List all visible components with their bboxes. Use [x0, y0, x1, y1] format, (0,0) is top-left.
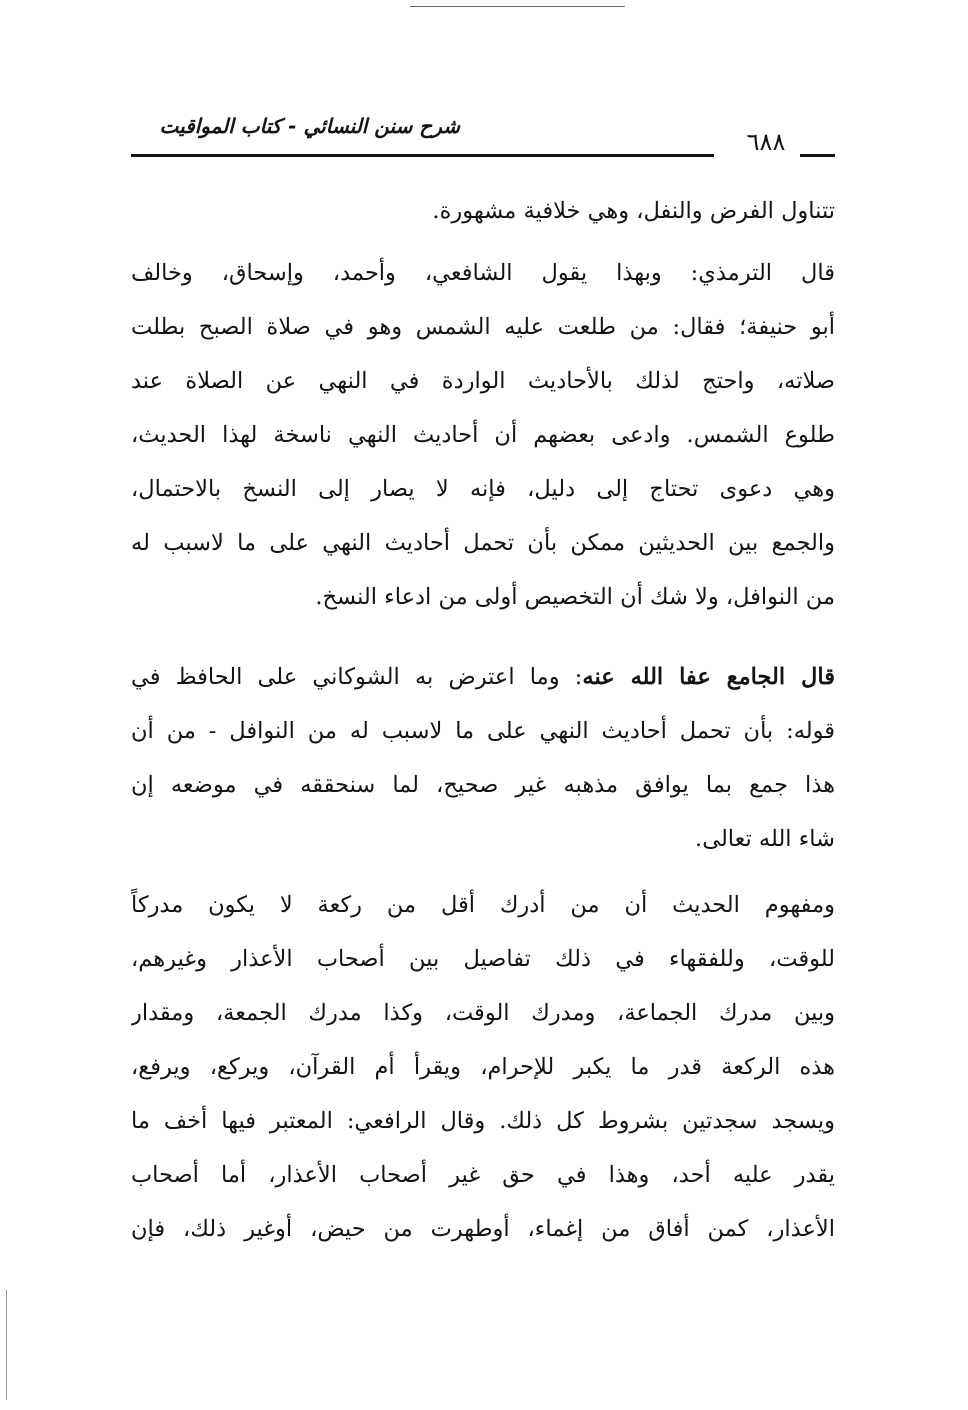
text-line: تتناول الفرض والنفل، وهي خلافية مشهورة.: [432, 198, 835, 224]
header-rule: [131, 154, 714, 157]
text-line: يقدر عليه أحد، وهذا في حق غير أصحاب الأعذار، أما أصحاب: [131, 1162, 835, 1188]
text-line: قال الترمذي: وبهذا يقول الشافعي، وأحمد، وإسحاق، وخالف: [131, 260, 835, 286]
paragraph-4: [131, 878, 835, 1256]
text-line: هذا جمع بما يوافق مذهبه غير صحيح، لما سنحققه في موضعه إن: [131, 772, 835, 798]
text-line: هذه الركعة قدر ما يكبر للإحرام، ويقرأ أم القرآن، ويركع، ويرفع،: [131, 1054, 835, 1080]
text-run: : وما اعترض به الشوكاني على الحافظ في: [131, 664, 583, 690]
top-edge-rule: [410, 6, 625, 7]
text-line: والجمع بين الحديثين ممكن بأن تحمل أحاديث النهي على ما لاسبب له: [131, 530, 835, 556]
text-line: طلوع الشمس. وادعى بعضهم أن أحاديث النهي ناسخة لهذا الحديث،: [131, 422, 835, 448]
paragraph-1: [131, 184, 835, 238]
header-rule-short: [800, 154, 835, 157]
text-line: وبين مدرك الجماعة، ومدرك الوقت، وكذا مدرك الجمعة، ومقدار: [131, 1000, 835, 1026]
paragraph-3: [131, 650, 835, 866]
text-line: من النوافل، ولا شك أن التخصيص أولى من ادعاء النسخ.: [315, 584, 835, 610]
text-line: للوقت، وللفقهاء في ذلك تفاصيل بين أصحاب الأعذار وغيرهم،: [131, 946, 835, 972]
text-line: ومفهوم الحديث أن من أدرك أقل من ركعة لا يكون مدركاً: [131, 892, 835, 918]
text-line: صلاته، واحتج لذلك بالأحاديث الواردة في النهي عن الصلاة عند: [131, 368, 835, 394]
text-line: أبو حنيفة؛ فقال: من طلعت عليه الشمس وهو في صلاة الصبح بطلت: [131, 314, 835, 340]
text-line: ويسجد سجدتين بشروط كل ذلك. وقال الرافعي: المعتبر فيها أخف ما: [131, 1108, 835, 1134]
page-number: ٦٨٨: [746, 128, 786, 156]
paragraph-2: [131, 246, 835, 624]
text-line: شاء الله تعالى.: [695, 826, 835, 852]
text-line: [131, 650, 835, 704]
text-line: وهي دعوى تحتاج إلى دليل، فإنه لا يصار إلى النسخ بالاحتمال،: [131, 476, 835, 502]
author-note-lead: قال الجامع عفا الله عنه: [582, 664, 835, 690]
text-line: قوله: بأن تحمل أحاديث النهي على ما لاسبب له من النوافل - من أن: [131, 718, 835, 744]
text-line: الأعذار، كمن أفاق من إغماء، أوطهرت من حيض، أوغير ذلك، فإن: [131, 1216, 835, 1242]
running-title: شرح سنن النسائي - كتاب المواقيت: [159, 114, 460, 138]
scan-margin-mark: [6, 1290, 7, 1400]
